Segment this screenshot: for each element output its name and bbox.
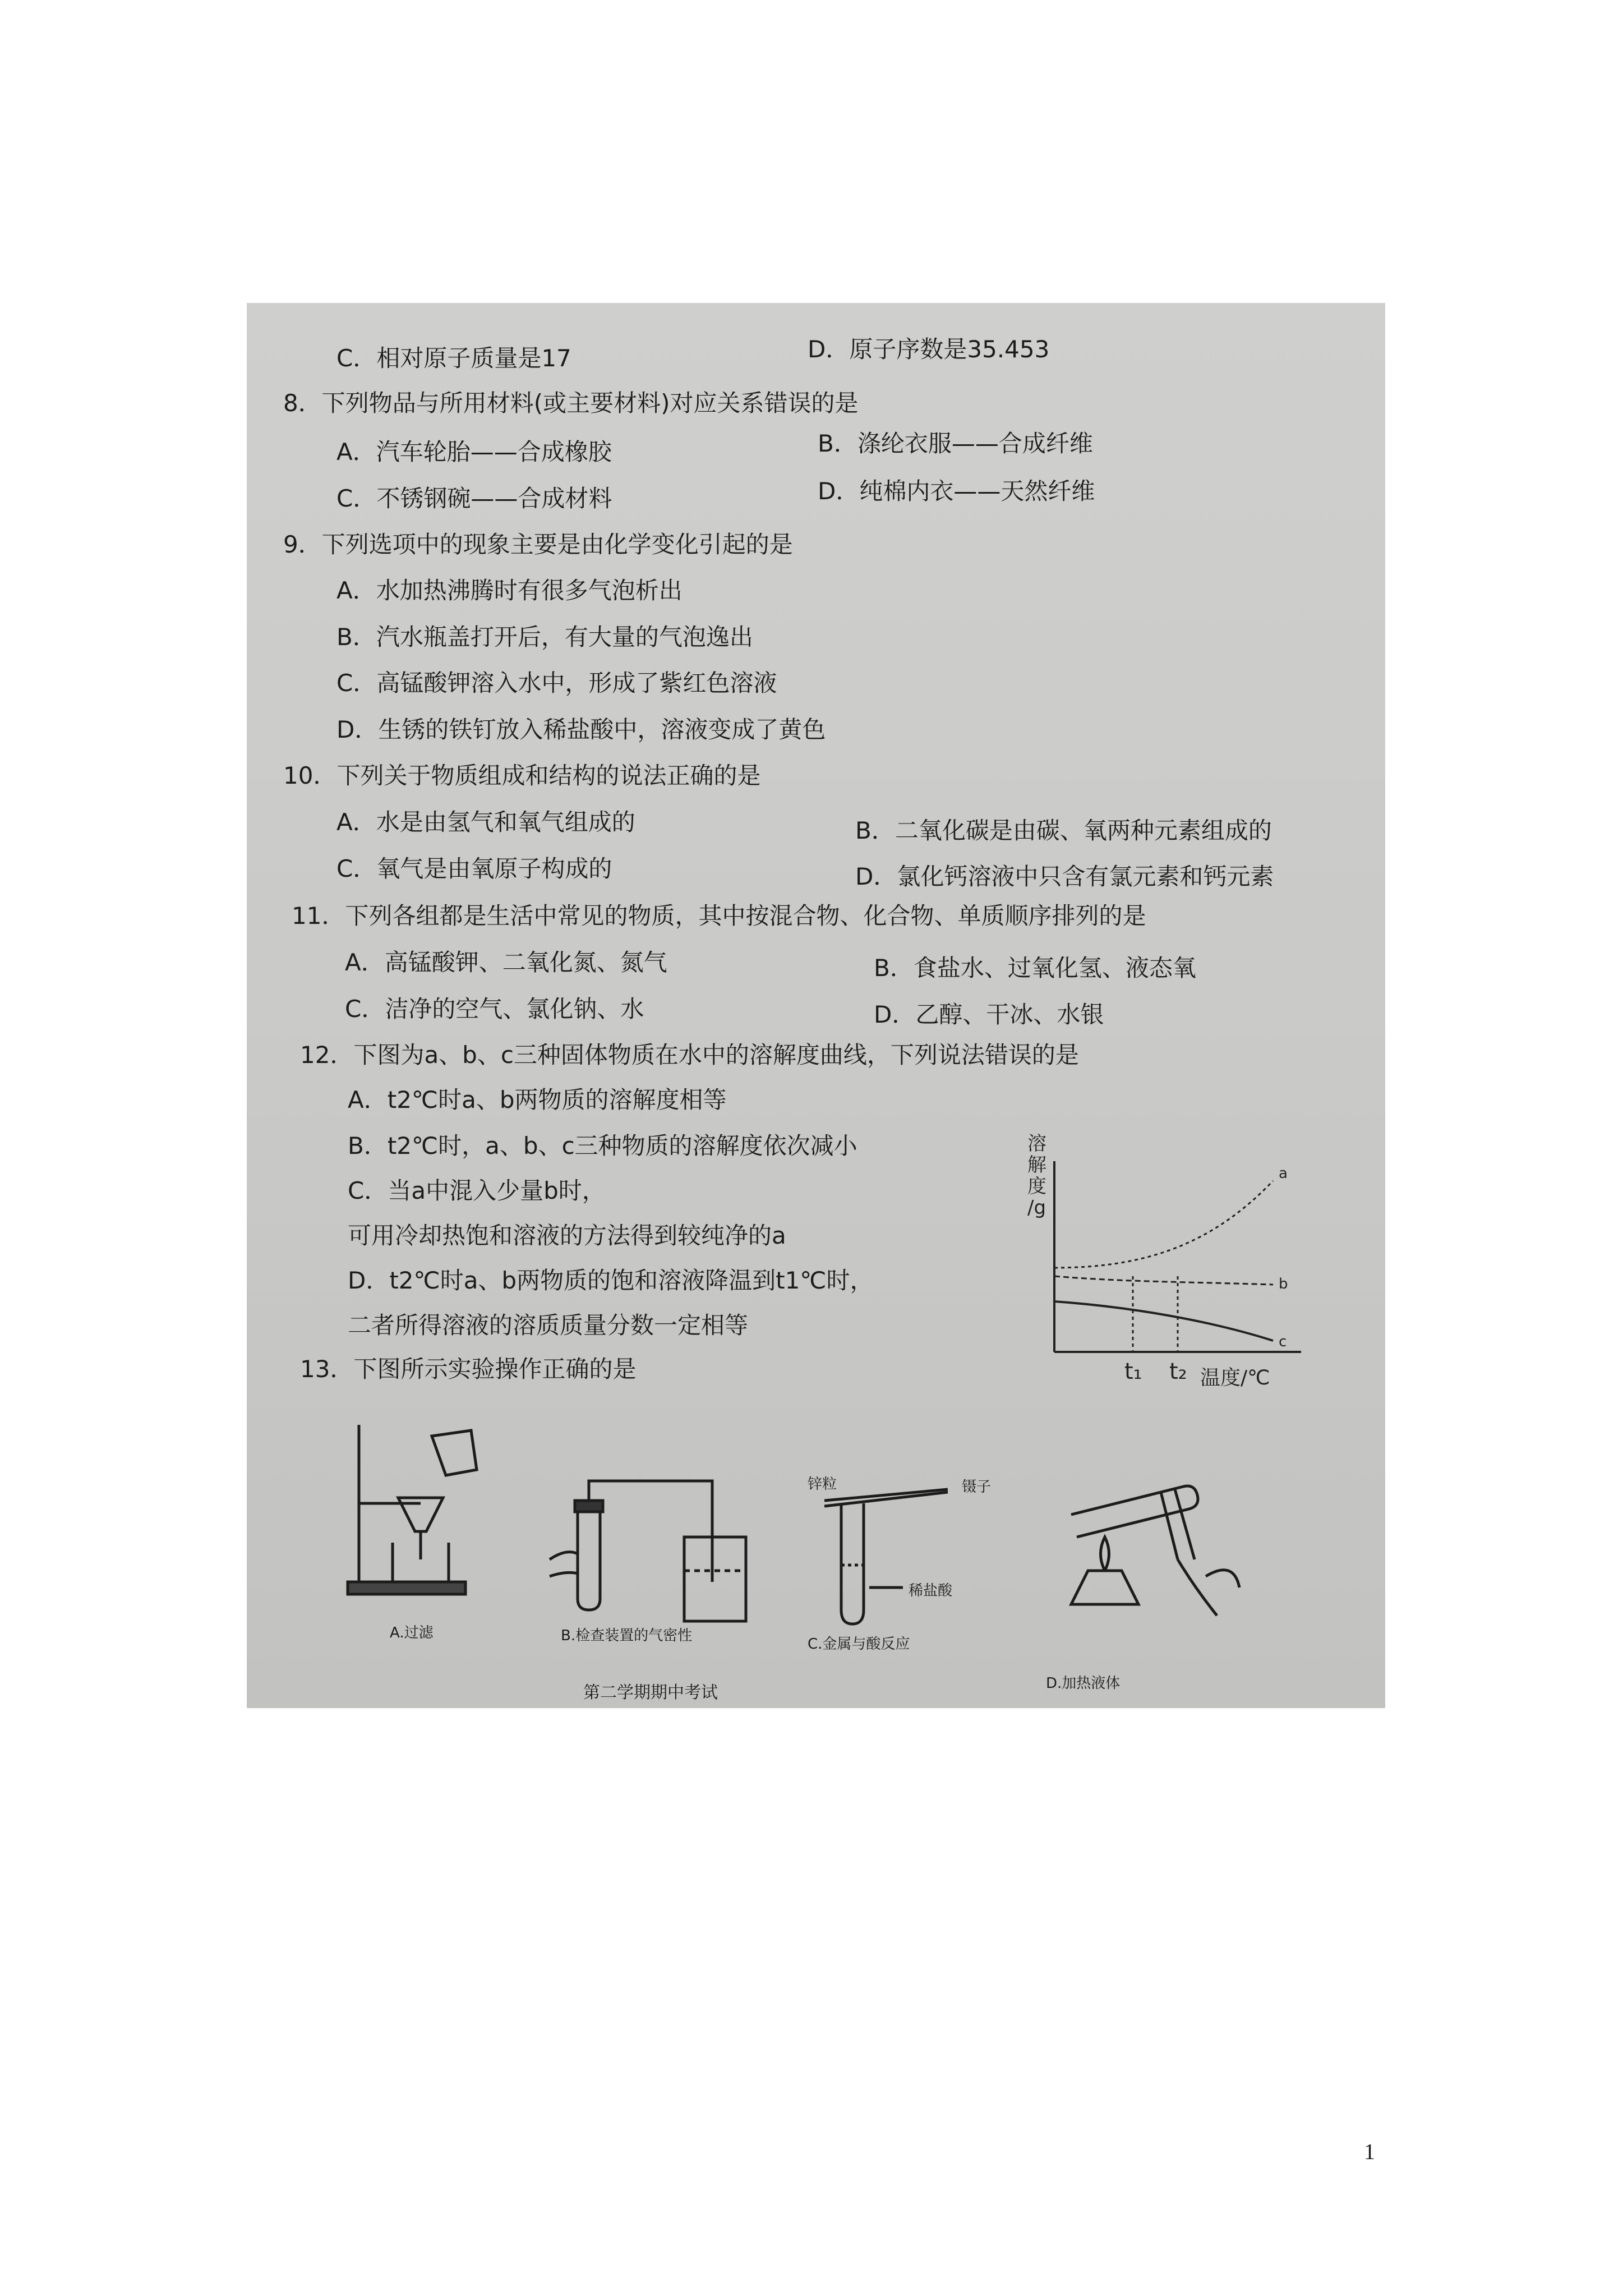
fig-a-caption: A.过滤 bbox=[390, 1625, 434, 1641]
curve-c-label: c bbox=[1279, 1333, 1287, 1350]
q12-option-d-line2: 二者所得溶液的溶质质量分数一定相等 bbox=[348, 1312, 749, 1339]
q8-stem: 8．下列物品与所用材料(或主要材料)对应关系错误的是 bbox=[283, 389, 859, 417]
q12-option-d-line1: D．t2℃时a、b两物质的饱和溶液降温到t1℃时， bbox=[348, 1267, 874, 1294]
q12-option-a: A．t2℃时a、b两物质的溶解度相等 bbox=[348, 1086, 727, 1114]
exam-photo bbox=[247, 303, 1385, 1708]
fig-b-caption: B.检查装置的气密性 bbox=[561, 1627, 693, 1644]
graph-ylabel-3: 度 bbox=[1027, 1175, 1046, 1198]
fig-c-label-acid: 稀盐酸 bbox=[909, 1582, 953, 1599]
q9-option-b: B．汽水瓶盖打开后，有大量的气泡逸出 bbox=[336, 623, 753, 651]
q8-option-d: D．纯棉内衣——天然纤维 bbox=[818, 477, 1095, 505]
q10-option-b: B．二氧化碳是由碳、氧两种元素组成的 bbox=[855, 817, 1272, 844]
curve-b-label: b bbox=[1279, 1276, 1288, 1292]
q8-option-b: B．涤纶衣服——合成纤维 bbox=[818, 430, 1093, 457]
q13-stem: 13．下图所示实验操作正确的是 bbox=[300, 1355, 637, 1383]
q10-option-d: D．氯化钙溶液中只含有氯元素和钙元素 bbox=[855, 863, 1274, 890]
q10-stem: 10．下列关于物质组成和结构的说法正确的是 bbox=[283, 762, 761, 789]
fig-c-caption: C.金属与酸反应 bbox=[808, 1636, 910, 1653]
page-number: 1 bbox=[1364, 2139, 1375, 2164]
q7-option-d: D．原子序数是35.453 bbox=[808, 335, 1050, 363]
q8-option-c: C．不锈钢碗——合成材料 bbox=[336, 485, 612, 512]
curve-b bbox=[1054, 1276, 1273, 1285]
q10-option-a: A．水是由氢气和氧气组成的 bbox=[336, 808, 635, 836]
q12-option-c-line2: 可用冷却热饱和溶液的方法得到较纯净的a bbox=[348, 1222, 786, 1249]
q8-option-a: A．汽车轮胎——合成橡胶 bbox=[336, 438, 612, 466]
graph-xlabel: 温度/℃ bbox=[1200, 1366, 1270, 1389]
curve-a bbox=[1054, 1181, 1273, 1268]
q9-option-c: C．高锰酸钾溶入水中，形成了紫红色溶液 bbox=[336, 669, 777, 697]
t2-label: t₂ bbox=[1169, 1359, 1187, 1384]
q11-option-d: D．乙醇、干冰、水银 bbox=[874, 1001, 1104, 1028]
t1-label: t₁ bbox=[1124, 1359, 1142, 1384]
graph-ylabel-4: /g bbox=[1027, 1197, 1046, 1219]
graph-ylabel-1: 溶 bbox=[1027, 1133, 1046, 1155]
q12-option-b: B．t2℃时，a、b、c三种物质的溶解度依次减小 bbox=[348, 1132, 857, 1159]
q9-option-a: A．水加热沸腾时有很多气泡析出 bbox=[336, 577, 683, 604]
curve-c bbox=[1054, 1301, 1273, 1341]
solubility-graph bbox=[998, 1128, 1329, 1397]
curve-a-label: a bbox=[1279, 1165, 1288, 1182]
q9-stem: 9．下列选项中的现象主要是由化学变化引起的是 bbox=[283, 531, 793, 558]
fig-c-label-zinc: 锌粒 bbox=[808, 1476, 837, 1493]
q12-stem: 12．下图为a、b、c三种固体物质在水中的溶解度曲线，下列说法错误的是 bbox=[300, 1041, 1079, 1069]
graph-ylabel-2: 解 bbox=[1027, 1154, 1046, 1176]
q11-stem: 11．下列各组都是生活中常见的物质，其中按混合物、化合物、单质顺序排列的是 bbox=[292, 902, 1146, 930]
q11-option-a: A．高锰酸钾、二氧化氮、氮气 bbox=[345, 949, 667, 976]
fig-d-heating-illustration bbox=[1049, 1475, 1256, 1644]
q10-option-c: C．氧气是由氧原子构成的 bbox=[336, 855, 612, 882]
q9-option-d: D．生锈的铁钉放入稀盐酸中，溶液变成了黄色 bbox=[336, 716, 826, 743]
fig-a-filtration-illustration bbox=[336, 1419, 505, 1621]
fig-b-airtightness-illustration bbox=[544, 1470, 757, 1627]
photo-footer: 第二学期期中考试 bbox=[583, 1683, 718, 1703]
fig-c-label-tweezers: 镊子 bbox=[962, 1479, 992, 1496]
q7-option-c: C．相对原子质量是17 bbox=[336, 344, 571, 372]
fig-d-caption: D.加热液体 bbox=[1046, 1675, 1121, 1692]
q12-option-c-line1: C．当a中混入少量b时， bbox=[348, 1177, 606, 1204]
q11-option-c: C．洁净的空气、氯化钠、水 bbox=[345, 995, 644, 1023]
q11-option-b: B．食盐水、过氧化氢、液态氧 bbox=[874, 954, 1196, 982]
